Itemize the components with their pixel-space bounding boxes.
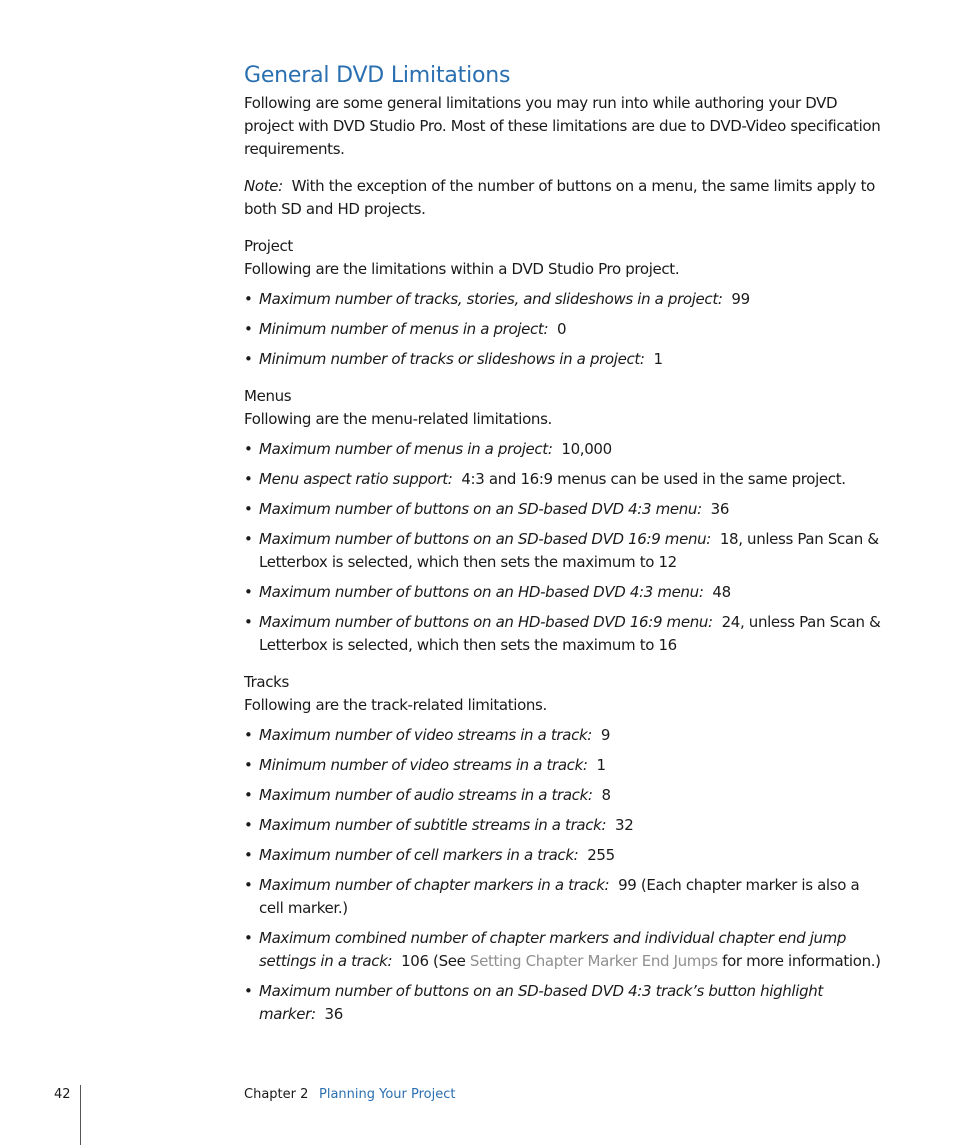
note-text: With the exception of the number of buttons on a menu, the same limits apply to both SD and HD projects. [244,177,875,218]
chapter-title-link[interactable]: Planning Your Project [319,1087,456,1102]
item-value: 24, unless Pan Scan & Letterbox is selected, which then sets the maximum to 16 [259,613,881,654]
chapter-label: Chapter 2 [244,1087,309,1102]
list-item [244,468,884,491]
bullet: • [244,583,253,601]
note-label: Note: [244,177,283,195]
item-value: 9 [600,726,611,744]
item-value: 18, unless Pan Scan & Letterbox is selected, which then sets the maximum to 12 [259,530,879,571]
bullet: • [244,786,253,804]
item-value: 1 [653,350,663,368]
list-item [244,348,884,371]
cross-reference-link[interactable]: Setting Chapter Marker End Jumps [469,952,718,970]
list-item [244,581,884,604]
page-content [244,62,884,1026]
item-label: Maximum number of subtitle streams in a track: [259,816,607,834]
project-limits-list [244,288,884,371]
bullet: • [244,440,253,458]
item-label: Maximum number of menus in a project: [259,440,553,458]
item-label: Menu aspect ratio support: [259,470,453,488]
item-label: Maximum combined number of chapter markers and individual chapter end jump settings in a track: [259,929,847,970]
bullet: • [244,613,253,631]
menu-limits-list [244,438,884,657]
item-label: Maximum number of buttons on an SD-based DVD 4:3 menu: [259,500,702,518]
item-value: 36 [324,1005,343,1023]
item-label: Maximum number of buttons on an SD-based DVD 16:9 menu: [259,530,711,548]
bullet: • [244,470,253,488]
bullet: • [244,530,253,548]
bullet: • [244,846,253,864]
item-value: 0 [557,320,567,338]
section-heading-menus: Menus [244,387,292,405]
list-item [244,927,884,973]
bullet: • [244,726,253,744]
item-label: Maximum number of audio streams in a track: [259,786,593,804]
item-label: Maximum number of cell markers in a track: [259,846,579,864]
item-value: 99 [731,290,750,308]
item-value: 255 [587,846,615,864]
section-intro-menus: Following are the menu-related limitations. [244,410,552,428]
item-value: 4:3 and 16:9 menus can be used in the same project. [461,470,846,488]
list-item [244,844,884,867]
list-item [244,724,884,747]
item-value: 32 [615,816,634,834]
bullet: • [244,876,253,894]
track-limits-list [244,724,884,1026]
section-intro-project: Following are the limitations within a DVD Studio Pro project. [244,260,680,278]
list-item [244,498,884,521]
item-value: 48 [712,583,731,601]
bullet: • [244,350,253,368]
list-item [244,754,884,777]
list-item [244,874,884,920]
item-value: 106 (See [401,952,470,970]
list-item [244,438,884,461]
section-heading-tracks: Tracks [244,673,289,691]
section-heading-project: Project [244,237,293,255]
list-item [244,814,884,837]
item-label: Minimum number of menus in a project: [259,320,549,338]
item-value: 8 [601,786,611,804]
intro-paragraph: Following are some general limitations you may run into while authoring your DVD project with DVD Studio Pro. Most of these limitations are due to DVD-Video specification requirements. [244,94,881,158]
list-item [244,528,884,574]
item-label: Maximum number of buttons on an SD-based DVD 4:3 track’s button highlight marker: [259,982,823,1023]
item-label: Maximum number of buttons on an HD-based DVD 4:3 menu: [259,583,704,601]
section-intro-tracks: Following are the track-related limitations. [244,696,547,714]
footer-divider [80,1085,81,1145]
list-item [244,288,884,311]
bullet: • [244,756,253,774]
item-label: Minimum number of video streams in a track: [259,756,588,774]
bullet: • [244,500,253,518]
item-label: Maximum number of tracks, stories, and slideshows in a project: [259,290,723,308]
bullet: • [244,290,253,308]
item-label: Minimum number of tracks or slideshows in a project: [259,350,645,368]
list-item [244,318,884,341]
item-value: 36 [710,500,730,518]
bullet: • [244,982,253,1000]
list-item [244,980,884,1026]
list-item [244,611,884,657]
page-title: General DVD Limitations [244,63,511,88]
item-label: Maximum number of buttons on an HD-based DVD 16:9 menu: [259,613,713,631]
bullet: • [244,320,253,338]
item-value: 1 [596,756,606,774]
list-item [244,784,884,807]
item-value-suffix: for more information.) [717,952,881,970]
bullet: • [244,929,253,947]
note-paragraph [244,175,884,221]
item-value: 10,000 [561,440,612,458]
bullet: • [244,816,253,834]
page-number: 42 [54,1087,71,1102]
item-label: Maximum number of video streams in a track: [259,726,593,744]
item-value: 99 (Each chapter marker is also a cell marker.) [259,876,860,917]
item-label: Maximum number of chapter markers in a track: [259,876,610,894]
